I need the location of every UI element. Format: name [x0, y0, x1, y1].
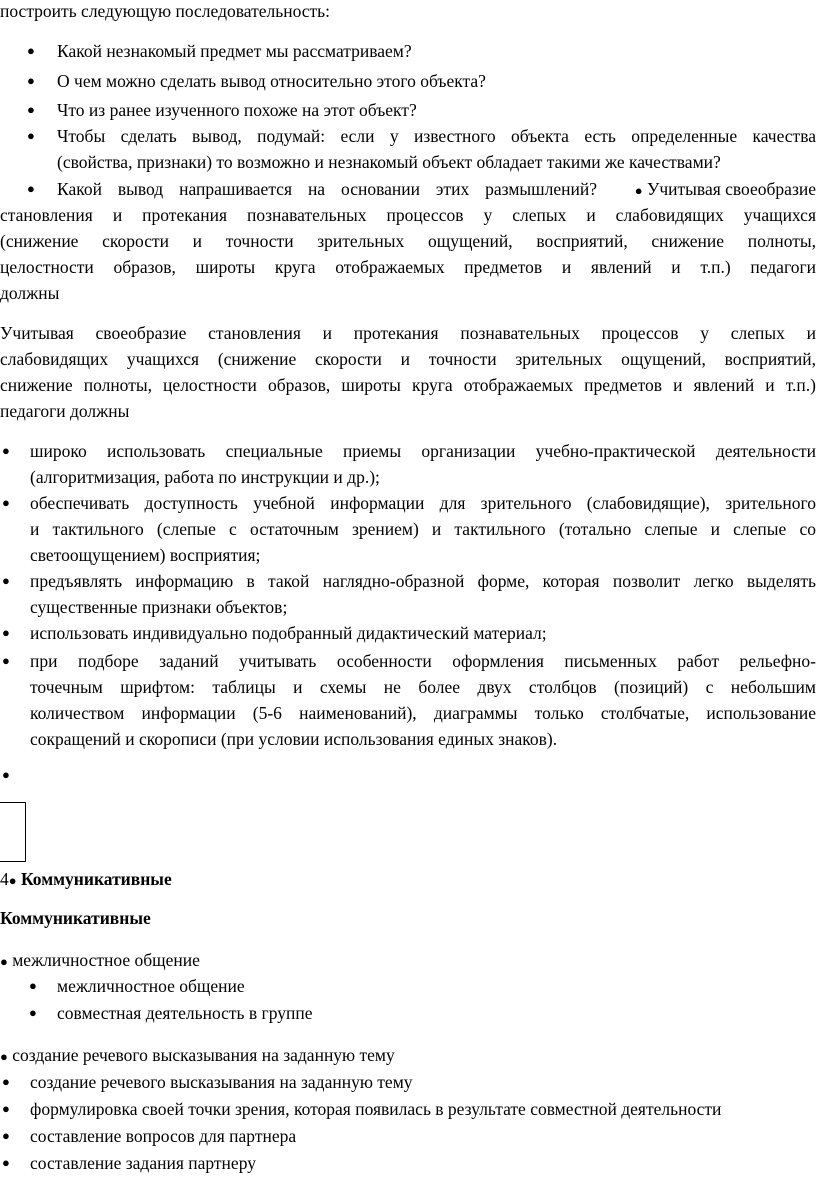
empty-frame — [0, 802, 26, 862]
group-item: создание речевого высказывания на заданную тему — [30, 1072, 413, 1092]
duty-item-continuation: сокращений и скорописи (при условии использования единых знаков). — [30, 729, 558, 749]
bullet-icon: ● — [2, 653, 10, 668]
question-text-part: Какой вывод напрашивается на основании этих размышлений? — [57, 179, 597, 199]
bullet-icon: ● — [2, 443, 10, 458]
group-lead — [0, 947, 200, 975]
question-continuation: становления и протекания познавательных процессов у слепых и слабовидящих учащихся — [0, 205, 816, 225]
duty-item: широко использовать специальные приемы организации учебно-практической деятельности — [30, 441, 816, 461]
section-heading — [0, 866, 172, 894]
question-item: Какой незнакомый предмет мы рассматриваем? — [57, 41, 412, 61]
duty-item-continuation: существенные признаки объектов; — [30, 597, 288, 617]
question-item-continuation: (свойства, признаки) то возможно и незнакомый объект обладает такими же качествами? — [57, 152, 721, 172]
bullet-icon: ● — [27, 73, 35, 88]
bullet-icon: ● — [8, 873, 17, 888]
group-item: совместная деятельность в группе — [57, 1003, 313, 1023]
question-tail — [635, 176, 816, 204]
question-text — [57, 176, 597, 204]
bullet-icon: ● — [0, 1049, 8, 1064]
bullet-icon: ● — [29, 978, 37, 993]
duty-item-continuation: (алгоритмизация, работа по инструкции и др.); — [30, 467, 380, 487]
bullet-icon: ● — [2, 1101, 10, 1116]
duty-item-continuation: точечным шрифтом: таблицы и схемы не более двух столбцов (позиций) с небольшим — [30, 677, 816, 697]
bullet-icon: ● — [2, 1155, 10, 1170]
bullet-icon: ● — [27, 43, 35, 58]
bullet-icon: ● — [0, 954, 8, 969]
section-title-repeat: Коммуникативные — [0, 908, 151, 928]
bullet-icon: ● — [2, 767, 10, 782]
paragraph-line: Учитывая своеобразие становления и протекания познавательных процессов у слепых и — [0, 323, 816, 343]
duty-item-continuation: количеством информации (5-6 наименований), диаграммы только столбчатые, использование — [30, 703, 816, 723]
question-continuation: должны — [0, 283, 60, 303]
duty-item: предъявлять информацию в такой наглядно-образной форме, которая позволит легко выделять — [30, 571, 816, 591]
duty-item-continuation: светоощущением) восприятия; — [30, 545, 261, 565]
bullet-icon: ● — [634, 183, 643, 198]
question-item: О чем можно сделать вывод относительно этого объекта? — [57, 71, 486, 91]
section-number: 4 — [0, 869, 9, 889]
paragraph-line: снижение полноты, целостности образов, широты круга отображаемых предметов и явлений и т.п.) — [0, 375, 816, 395]
group-lead — [0, 1042, 395, 1070]
group-item: межличностное общение — [57, 976, 245, 996]
duty-item: обеспечивать доступность учебной информации для зрительного (слабовидящие), зрительного — [30, 493, 816, 513]
bullet-icon: ● — [29, 1005, 37, 1020]
question-item: Что из ранее изученного похоже на этот объект? — [57, 100, 417, 120]
duty-item-continuation: и тактильного (слепые с остаточным зрением) и тактильного (тотально слепые и слепые со — [30, 519, 816, 539]
group-lead-text: создание речевого высказывания на заданную тему — [12, 1045, 395, 1065]
bullet-icon: ● — [27, 128, 35, 143]
bullet-icon: ● — [2, 495, 10, 510]
group-lead-text: межличностное общение — [12, 950, 200, 970]
group-item: составление вопросов для партнера — [30, 1126, 297, 1146]
duty-item: использовать индивидуально подобранный дидактический материал; — [30, 623, 547, 643]
bullet-icon: ● — [27, 181, 35, 196]
question-item — [57, 176, 816, 204]
section-title: Коммуникативные — [20, 869, 172, 889]
paragraph-line: педагоги должны — [0, 401, 130, 421]
bullet-icon: ● — [2, 1128, 10, 1143]
duty-item: при подборе заданий учитывать особенности оформления письменных работ рельефно- — [30, 651, 816, 671]
question-item: Чтобы сделать вывод, подумай: если у известного объекта есть определенные качества — [57, 126, 816, 146]
bullet-icon: ● — [2, 573, 10, 588]
bullet-icon: ● — [27, 102, 35, 117]
question-tail-text: Учитывая своеобразие — [646, 179, 816, 199]
intro-text: построить следующую последовательность: — [0, 1, 331, 21]
bullet-icon: ● — [2, 1074, 10, 1089]
bullet-icon: ● — [2, 625, 10, 640]
question-continuation: целостности образов, широты круга отображаемых предметов и явлений и т.п.) педагоги — [0, 257, 816, 277]
question-continuation: (снижение скорости и точности зрительных ощущений, восприятий, снижение полноты, — [0, 231, 816, 251]
group-item: формулировка своей точки зрения, которая появилась в результате совместной деятельности — [30, 1099, 722, 1119]
group-item: составление задания партнеру — [30, 1153, 256, 1173]
paragraph-line: слабовидящих учащихся (снижение скорости и точности зрительных ощущений, восприятий, — [0, 349, 816, 369]
